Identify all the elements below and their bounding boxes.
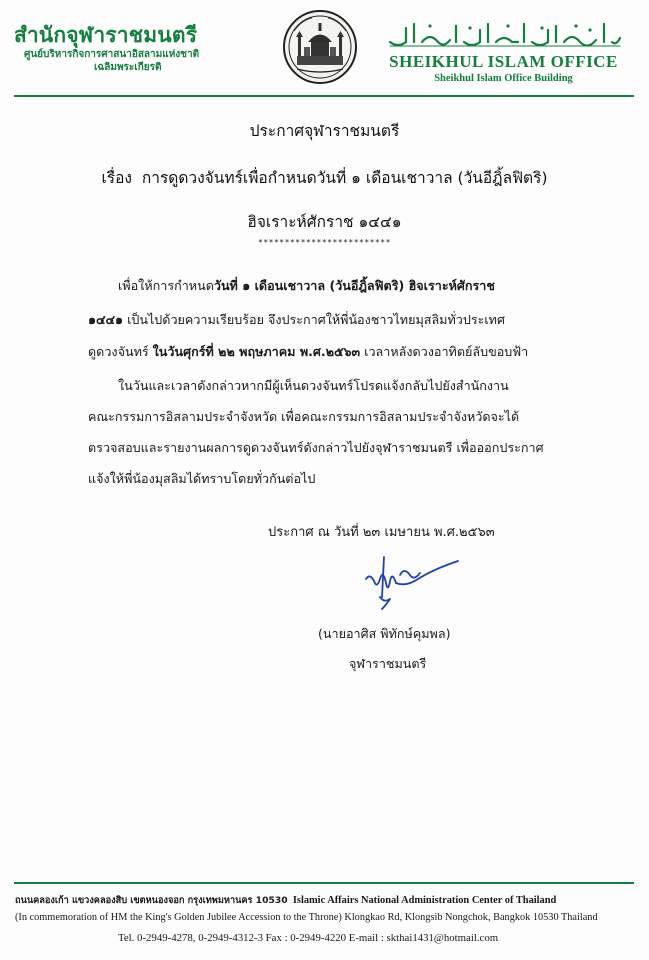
body-line bbox=[88, 310, 583, 330]
footer-address-thai: ถนนคลองเก้า แขวงคลองสิบ เขตหนองจอก กรุงเทพมหานคร 10530 bbox=[15, 895, 288, 906]
separator-stars: ************************* bbox=[258, 238, 391, 247]
body-text: ดูดวงจันทร์ bbox=[88, 344, 153, 359]
subject-label: เรื่อง bbox=[101, 169, 132, 187]
org-name-thai: สำนักจุฬาราชมนตรี bbox=[14, 23, 198, 47]
announcement-date: ประกาศ ณ วันที่ ๒๓ เมษายน พ.ศ.๒๕๖๓ bbox=[268, 525, 495, 540]
body-line bbox=[88, 342, 583, 362]
body-line: ตรวจสอบและรายงานผลการดูดวงจันทร์ดังกล่าวไปยังจุฬาราชมนตรี เพื่อออกประกาศ bbox=[88, 440, 544, 455]
body-line bbox=[118, 276, 613, 296]
footer-divider bbox=[14, 882, 634, 884]
org-subtitle-thai-line1: ศูนย์บริหารกิจการศาสนาอิสลามแห่งชาติ bbox=[24, 49, 200, 60]
signer-position: จุฬาราชมนตรี bbox=[349, 656, 427, 671]
footer-contact: Tel. 0-2949-4278, 0-2949-4312-3 Fax : 0-2949-4220 E-mail : skthai1431@hotmail.com bbox=[118, 932, 499, 944]
footer-address bbox=[15, 893, 556, 908]
org-subtitle-thai-line2: เฉลิมพระเกียรติ bbox=[94, 62, 162, 73]
body-bold-text: วันที่ ๑ เดือนเชาวาล (วันอีฎิ้ลฟิตริ) ฮิจเราะห์ศักราช bbox=[213, 278, 495, 293]
subject-text: การดูดวงจันทร์เพื่อกำหนดวันที่ ๑ เดือนเชาวาล (วันอีฎิ้ลฟิตริ) bbox=[141, 169, 548, 187]
footer-commemoration: (In commemoration of HM the King's Golden Jubilee Accession to the Throne) Klongkao Rd, Klongsib Nongchok, Bangkok 10530 Thailand bbox=[15, 912, 598, 923]
body-text: เพื่อให้การกำหนด bbox=[118, 278, 214, 293]
handwritten-signature bbox=[360, 553, 470, 611]
header-divider bbox=[14, 95, 634, 97]
arabic-calligraphy-name bbox=[384, 18, 624, 52]
announcement-era: ฮิจเราะห์ศักราช ๑๔๔๑ bbox=[247, 213, 402, 231]
body-line: ในวันและเวลาดังกล่าวหากมีผู้เห็นดวงจันทร์โปรดแจ้งกลับไปยังสำนักงาน bbox=[118, 378, 509, 393]
signer-name: (นายอาศิส พิทักษ์คุมพล) bbox=[318, 626, 451, 641]
letterhead bbox=[0, 0, 649, 100]
org-name-english: SHEIKHUL ISLAM OFFICE bbox=[389, 52, 618, 71]
mosque-seal-logo bbox=[282, 9, 358, 85]
body-text: เป็นไปด้วยความเรียบร้อย จึงประกาศให้พี่น้องชาวไทยมุสลิมทั่วประเทศ bbox=[123, 312, 505, 327]
footer-center-name: Islamic Affairs National Administration Center of Thailand bbox=[292, 895, 557, 906]
body-line: แจ้งให้พี่น้องมุสลิมได้ทราบโดยทั่วกันต่อไป bbox=[88, 471, 316, 486]
announcement-title: ประกาศจุฬาราชมนตรี bbox=[249, 122, 400, 140]
body-bold-text: ๑๔๔๑ bbox=[88, 312, 124, 327]
body-text: เวลาหลังดวงอาทิตย์ลับขอบฟ้า bbox=[360, 344, 529, 359]
body-line: คณะกรรมการอิสลามประจำจังหวัด เพื่อคณะกรรมการอิสลามประจำจังหวัดจะได้ bbox=[88, 409, 520, 424]
letterhead-english-block bbox=[376, 18, 631, 85]
body-bold-text: ในวันศุกร์ที่ ๒๒ พฤษภาคม พ.ศ.๒๕๖๓ bbox=[152, 344, 361, 359]
building-name-english: Sheikhul Islam Office Building bbox=[434, 73, 573, 84]
letterhead-thai-block bbox=[14, 22, 284, 74]
announcement-subject bbox=[0, 165, 649, 190]
